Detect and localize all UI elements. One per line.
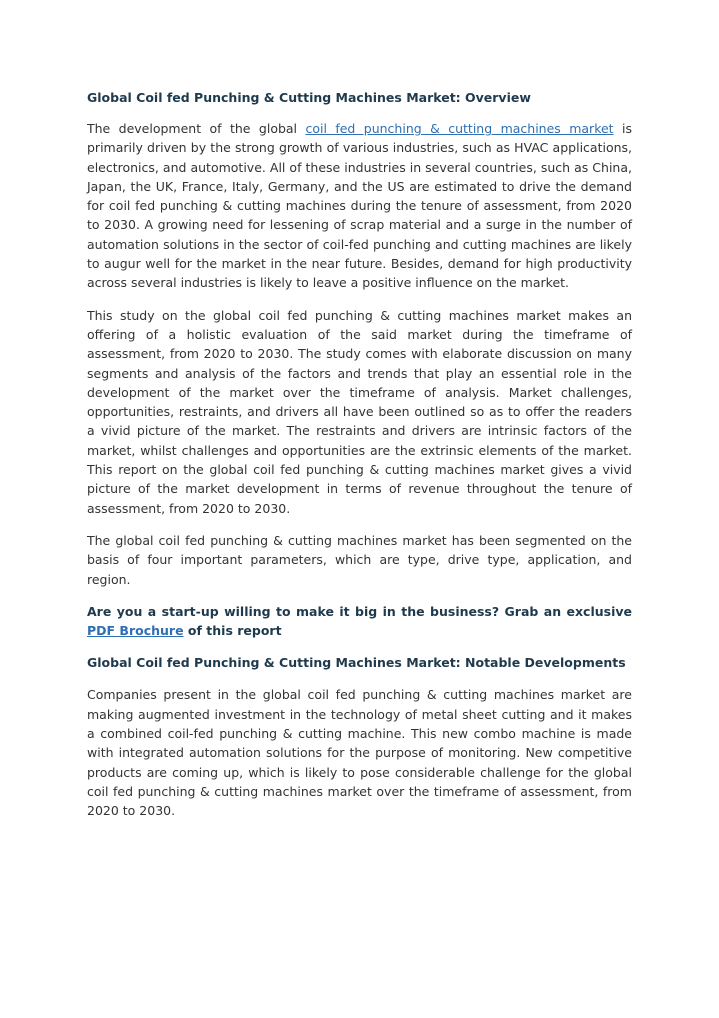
brochure-callout — [87, 602, 632, 641]
overview-heading: Global Coil fed Punching & Cutting Machines Market: Overview — [87, 90, 531, 105]
developments-heading: Global Coil fed Punching & Cutting Machines Market: Notable Developments — [87, 655, 626, 671]
overview-paragraph-2: This study on the global coil fed punching & cutting machines market makes an offering of a holistic evaluation of the said market during the timeframe of assessment, from 2020 to 2030. The study comes with elaborate discussion on many segments and analysis of the factors and trends that play an essential role in the development of the market over the timeframe of analysis. Market challenges, opportunities, restraints, and drivers all have been outlined so as to offer the readers a vivid picture of the market. The restraints and drivers are intrinsic factors of the market, whilst challenges and opportunities are the extrinsic elements of the market. This report on the global coil fed punching & cutting machines market gives a vivid picture of the market development in terms of revenue throughout the tenure of assessment, from 2020 to 2030. — [87, 307, 632, 516]
market-report-link[interactable]: coil fed punching & cutting machines market — [305, 121, 614, 136]
overview-paragraph-1-text-b: is primarily driven by the strong growth of various industries, such as HVAC applications, electronics, and automotive. All of these industries in several countries, such as China, Japan, the UK, France, Italy, Germany, and the US are estimated to drive the demand for coil fed punching & cutting machines during the tenure of assessment, from 2020 to 2030. A growing need for lessening of scrap material and a surge in the number of automation solutions in the sector of coil-fed punching and cutting machines are likely to augur well for the market in the near future. Besides, demand for high productivity across several industries is likely to leave a positive influence on the market. — [87, 121, 632, 291]
overview-paragraph-1-text-a: The development of the global — [87, 121, 306, 136]
overview-paragraph-3: The global coil fed punching & cutting machines market has been segmented on the basis of four important parameters, which are type, drive type, application, and region. — [87, 532, 632, 587]
brochure-callout-text-b: of this report — [183, 623, 282, 639]
developments-paragraph-1: Companies present in the global coil fed punching & cutting machines market are making augmented investment in the technology of metal sheet cutting and it makes a combined coil-fed punching & cutting machine. This new combo machine is made with integrated automation solutions for the purpose of monitoring. New competitive products are coming up, which is likely to pose considerable challenge for the global coil fed punching & cutting machines market over the timeframe of assessment, from 2020 to 2030. — [87, 687, 632, 819]
document-page — [87, 88, 632, 834]
overview-paragraph-1 — [87, 119, 632, 293]
pdf-brochure-link[interactable]: PDF Brochure — [87, 623, 184, 639]
brochure-callout-text-a: Are you a start-up willing to make it big in the business? Grab an exclusive — [87, 603, 632, 619]
